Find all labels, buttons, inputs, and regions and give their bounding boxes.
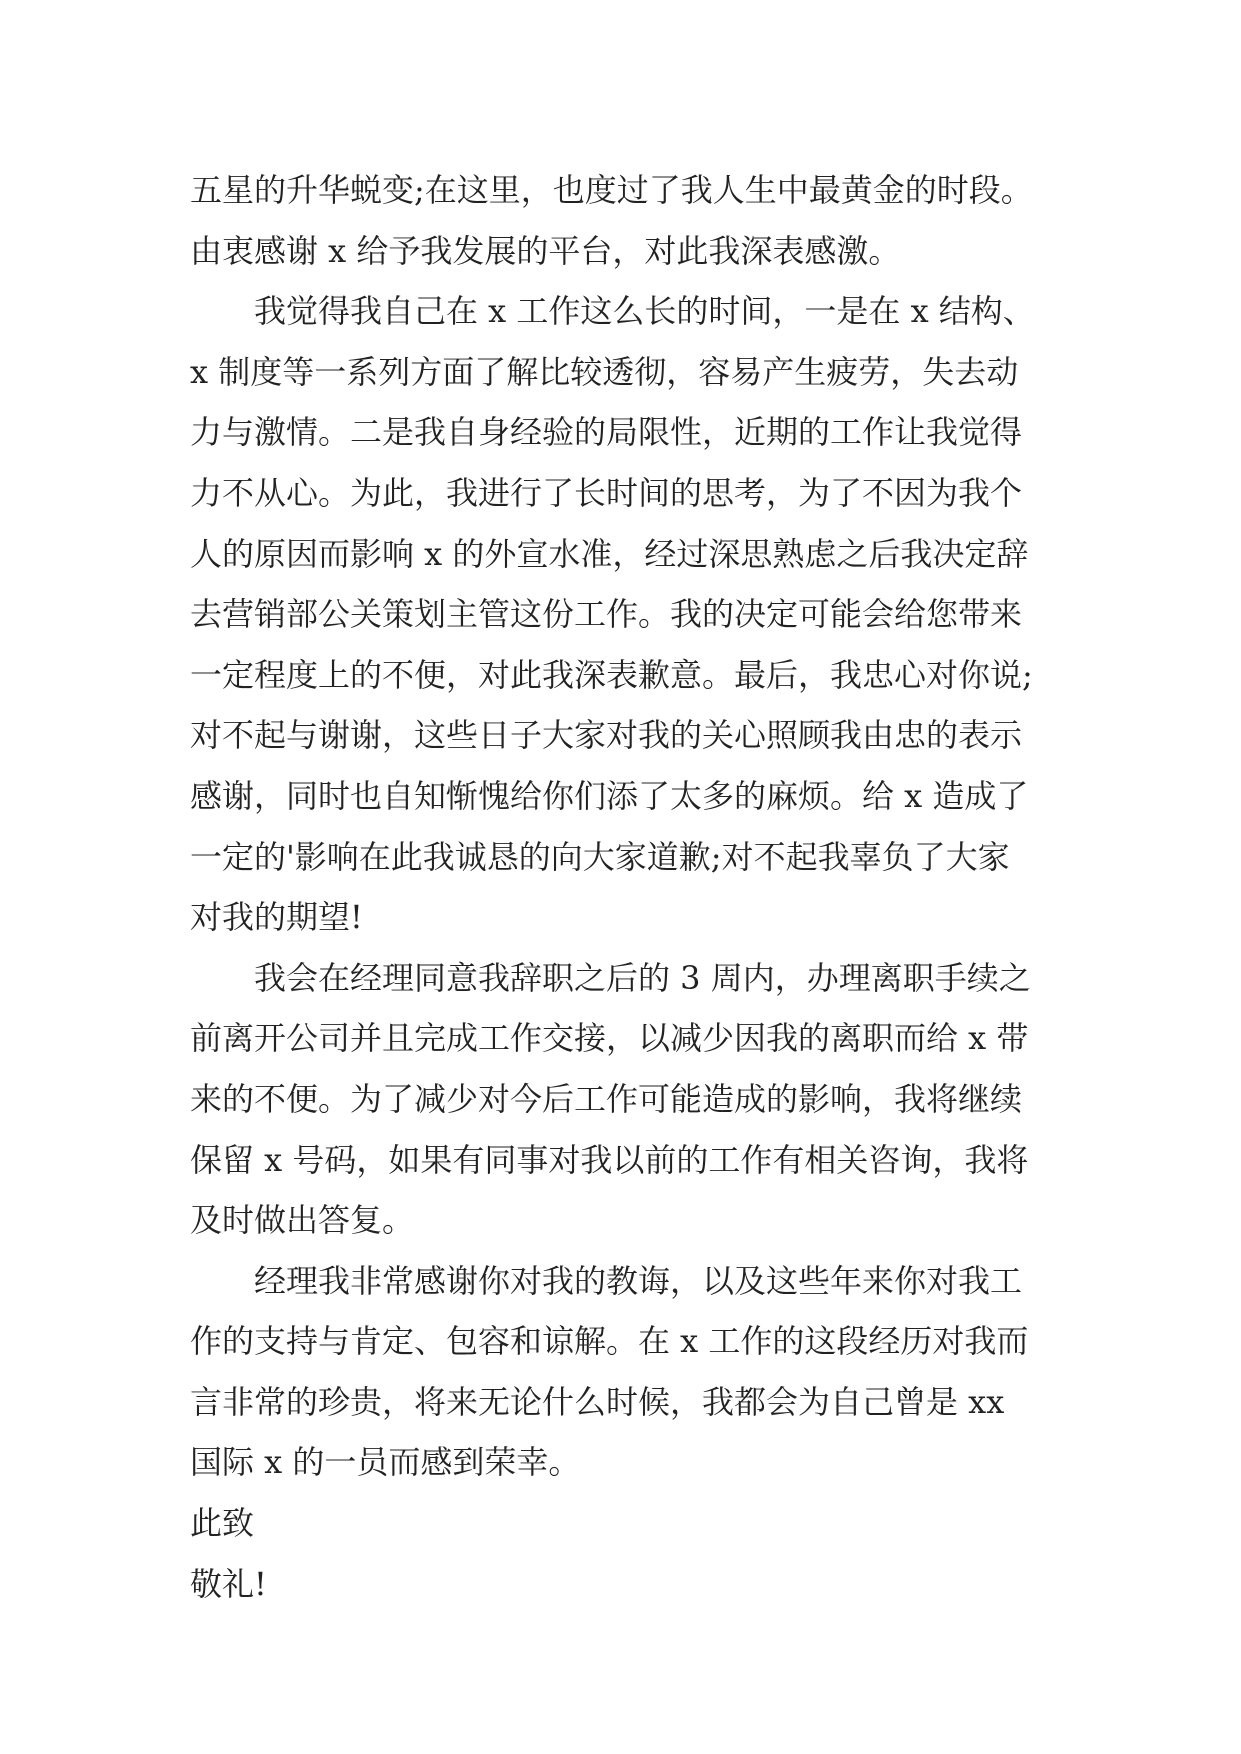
text-line: 力与激情。二是我自身经验的局限性，近期的工作让我觉得: [190, 413, 1023, 452]
text-line: 由衷感谢 x 给予我发展的平台，对此我深表感激。: [190, 231, 901, 270]
text-line: 前离开公司并且完成工作交接，以减少因我的离职而给 x 带: [190, 1019, 1029, 1058]
text-line: 来的不便。为了减少对今后工作可能造成的影响，我将继续: [190, 1079, 1023, 1118]
text-line: x 制度等一系列方面了解比较透彻，容易产生疲劳，失去动: [190, 352, 1019, 391]
text-line: 及时做出答复。: [190, 1201, 415, 1240]
text-line: 力不从心。为此，我进行了长时间的思考，为了不因为我个: [190, 473, 1023, 512]
paragraph-first-line: 我觉得我自己在 x 工作这么长的时间，一是在 x 结构、: [254, 292, 1035, 331]
letter-body: [190, 160, 1070, 1614]
text-line: 对我的期望!: [190, 898, 363, 937]
closing-regards: 敬礼!: [190, 1564, 267, 1603]
text-line: 作的支持与肯定、包容和谅解。在 x 工作的这段经历对我而: [190, 1322, 1029, 1361]
paragraph-first-line: 经理我非常感谢你对我的教诲，以及这些年来你对我工: [254, 1261, 1023, 1300]
text-line: 去营销部公关策划主管这份工作。我的决定可能会给您带来: [190, 595, 1023, 634]
text-line: 国际 x 的一员而感到荣幸。: [190, 1443, 581, 1482]
text-line: 五星的升华蜕变;在这里，也度过了我人生中最黄金的时段。: [190, 171, 1033, 209]
closing-salutation: 此致: [190, 1504, 255, 1543]
text-line: 一定程度上的不便，对此我深表歉意。最后，我忠心对你说;: [190, 655, 1033, 694]
text-line: 对不起与谢谢，这些日子大家对我的关心照顾我由忠的表示: [190, 716, 1023, 755]
text-line: 保留 x 号码，如果有同事对我以前的工作有相关咨询，我将: [190, 1140, 1029, 1179]
text-line: 言非常的珍贵，将来无论什么时候，我都会为自己曾是 xx: [190, 1382, 1005, 1421]
text-line: 感谢，同时也自知惭愧给你们添了太多的麻烦。给 x 造成了: [190, 776, 1029, 815]
text-line: 一定的'影响在此我诚恳的向大家道歉;对不起我辜负了大家: [190, 837, 1010, 876]
text-line: 人的原因而影响 x 的外宣水准，经过深思熟虑之后我决定辞: [190, 534, 1029, 573]
paragraph-first-line: 我会在经理同意我辞职之后的 3 周内，办理离职手续之: [254, 958, 1031, 997]
